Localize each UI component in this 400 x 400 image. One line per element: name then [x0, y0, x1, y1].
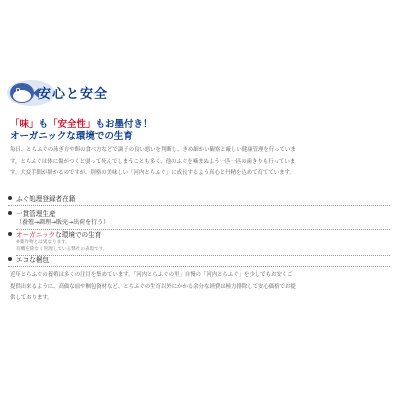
feature-note: 有機を除なく管理している弊社の表現です。	[16, 246, 390, 256]
feature-label: ふぐ処理登録者在籍	[16, 195, 76, 203]
feature-label-highlight: オーガニック	[16, 231, 56, 239]
headline-connector: も	[38, 119, 49, 130]
section-title: 安心と安全	[38, 87, 109, 102]
feature-item-license	[8, 193, 390, 206]
feature-note: ※薬作物とは異なります。	[16, 240, 71, 245]
closing-line: 近年とらふぐの養殖は多くの注目を集めています。「河内とらふぐの里」自慢の「河内とらふぐ」を少しでもお安くご	[10, 272, 293, 278]
feature-item-integrated	[8, 208, 390, 230]
headline-taste: 「味」	[10, 119, 39, 130]
feature-item-eco	[8, 254, 390, 267]
headline-tail: もお墨付き！	[95, 119, 153, 130]
closing-paragraph	[10, 270, 396, 305]
headline-safety: 「安全性」	[48, 119, 96, 130]
feature-label-post: な環境での生育	[55, 231, 102, 239]
intro-paragraph	[10, 145, 396, 180]
intro-line: す。大変手間が掛かるのですが、別格の美味しい「河内とらふぐ」に成長するよう真心と丹精を込めて育てています。	[10, 170, 295, 176]
feature-label: 一貫管理生産	[16, 210, 56, 218]
bullet-icon	[8, 257, 12, 261]
closing-line: 提供出来るように、高価な皿や梱包資材など、とらふぐの生育以外にかかる余分な経費は極力排除して安心価格でお提	[10, 283, 296, 290]
closing-line: 供しております。	[10, 295, 53, 301]
feature-item-organic	[8, 229, 390, 256]
bullet-icon	[8, 196, 12, 200]
feature-detail: （養殖→調理→販売→出荷を行う）	[16, 218, 390, 230]
intro-line: す。とらふぐは体に傷がつくと弱って死んでしまうことも多く、他のふぐを噛まぬよう一匹一匹の歯きりも行っていま	[10, 158, 296, 165]
intro-line: 毎日、とらふぐの泳ぎ方や餌の食べ方などで調子の良い悪いを判断し、きめ細かい観察と厳しい健康管理を行っていま	[10, 147, 296, 153]
bullet-icon	[8, 211, 12, 215]
subheadline: オーガニックな環境での生育	[10, 131, 133, 142]
feature-label: エコな梱包	[16, 256, 49, 264]
bullet-icon	[8, 232, 12, 236]
